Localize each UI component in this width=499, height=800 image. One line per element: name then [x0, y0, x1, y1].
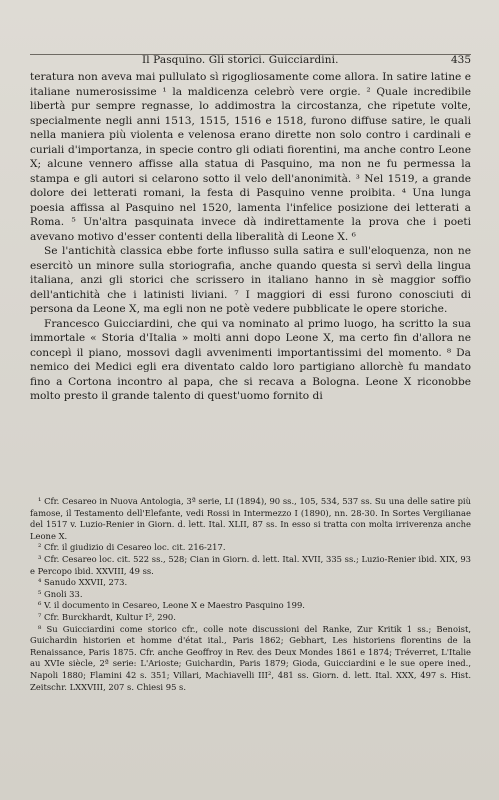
footnote-4: ⁴ Sanudo XXVII, 273.	[38, 577, 128, 588]
paragraph-3: Francesco Guicciardini, che qui va nominato al primo luogo, ha scritto la sua immortale « Storia d'Italia » molti anni dopo Leone X, ma certo fin d'allora ne concepì il piano, mossovi dagli avvenimenti importantissimi del momento. ⁸ Da nemico dei Medici egli era diventato caldo loro partigiano allorchè fu mandato fino a Cortona incontro al papa, che si recava a Bologna. Leone X riconobbe molto presto il grande talento di quest'uomo fornito di	[30, 317, 471, 402]
footnotes	[30, 490, 471, 693]
footnote-5: ⁵ Gnoli 33.	[38, 588, 83, 599]
footnote-3: ³ Cfr. Cesareo loc. cit. 522 ss., 528; Cian in Giorn. d. lett. Ital. XVII, 335 ss.; Luzio-Renier ibid. XIX, 93 e Percopo ibid. XXVIII, 49 ss.	[30, 553, 471, 576]
page-number: 435	[450, 54, 471, 66]
running-head: Il Pasquino. Gli storici. Guicciardini.	[142, 54, 339, 66]
footnote-1: ¹ Cfr. Cesareo in Nuova Antologia, 3ª serie, LI (1894), 90 ss., 105, 534, 537 ss. Su una delle satire più famose, il Testamento dell'Elefante, vedi Rossi in Intermezzo I (1890), nn. 28-30. In Sortes Vergilianae del 1517 v. Luzio-Renier in Giorn. d. lett. Ital. XLII, 87 ss. In esso si tratta con molta irriverenza anche Leone X.	[30, 496, 471, 541]
paragraph-2: Se l'antichità classica ebbe forte influsso sulla satira e sull'eloquenza, non ne esercitò un minore sulla storiografia, anche quando questa si servì della lingua italiana, anzi gli storici che scrissero in italiano hanno in sè maggior soffio dell'antichità che i latinisti liviani. ⁷ I maggiori di essi furono conosciuti di persona da Leone X, ma egli non ne potè vedere pubblicate le opere storiche.	[30, 245, 471, 315]
page-header	[30, 34, 471, 66]
footnote-6: ⁶ V. il documento in Cesareo, Leone X e Maestro Pasquino 199.	[38, 600, 305, 611]
footnote-8: ⁸ Su Guicciardini come storico cfr., colle note discussioni del Ranke, Zur Kritik 1 ss.; Benoist, Guichardin historien et homme d'état ital., Paris 1862; Gebhart, Les historiens florentins de la Renaissance, Paris 1875. Cfr. anche Geoffroy in Rev. des Deux Mondes 1861 e 1874; Tréverret, L'Italie au XVIe siècle, 2ª serie: L'Arioste; Guichardin, Paris 1879; Gioda, Guicciardini e le sue opere ined., Napoli 1880; Flamini 42 s. 351; Villari, Machiavelli III², 481 ss. Giorn. d. lett. Ital. XXX, 497 s. Hist. Zeitschr. LXXVIII, 207 s. Chiesi 95 s.	[30, 623, 471, 692]
footnote-7: ⁷ Cfr. Burckhardt, Kultur I², 290.	[38, 611, 176, 622]
footnote-2: ² Cfr. il giudizio di Cesareo loc. cit. 216-217.	[38, 542, 226, 553]
main-text	[30, 70, 471, 404]
paragraph-1: teratura non aveva mai pullulato sì rigogliosamente come allora. In satire latine e italiane numerosissime ¹ la maldicenza celebrò vere orgie. ² Quale incredibile libertà pur sempre regnasse, lo addimostra la circostanza, che ripetute volte, specialmente negli anni 1513, 1515, 1516 e 1518, furono diffuse satire, le quali nella maniera più violenta e velenosa erano dirette non solo contro i cardinali e curiali d'importanza, in specie contro gli odiati fiorentini, ma anche contro Leone X; alcune vennero affisse alla statua di Pasquino, ma non ne fu permessa la stampa e gli autori si celarono sotto il velo dell'anonimità. ³ Nel 1519, a grande dolore dei letterati romani, la festa di Pasquino venne proibita. ⁴ Una lunga poesia affissa al Pasquino nel 1520, lamenta l'infelice posizione dei letterati a Roma. ⁵ Un'altra pasquinata invece dà indirettamente la prova che i poeti avevano motivo d'esser contenti della liberalità di Leone X. ⁶	[30, 71, 471, 243]
